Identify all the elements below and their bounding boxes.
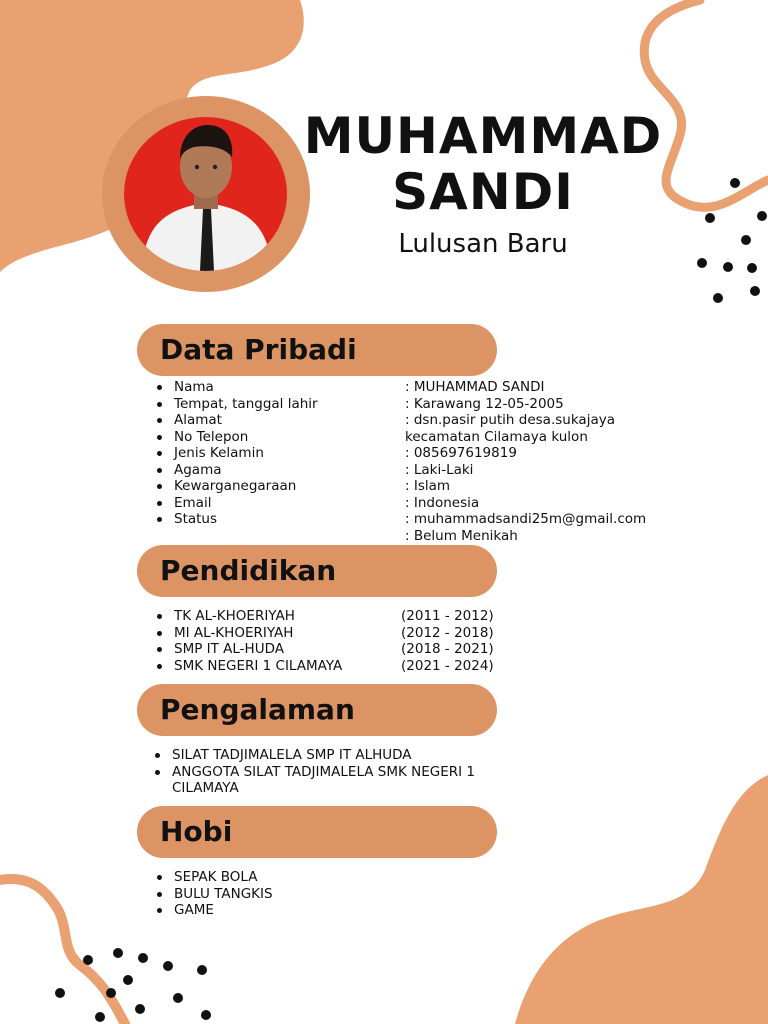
education-list: [157, 608, 342, 674]
personal-labels-list: [157, 379, 318, 528]
label-jenis-kelamin: Jenis Kelamin: [157, 445, 318, 462]
label-alamat: Alamat: [157, 412, 318, 429]
label-ttl: Tempat, tanggal lahir: [157, 396, 318, 413]
education-item: MI AL-KHOERIYAH: [157, 625, 342, 642]
bottom-right-blob: [515, 775, 768, 1024]
education-year: (2012 - 2018): [401, 624, 494, 641]
experience-list: [155, 747, 490, 797]
value-alamat: : dsn.pasir putih desa.sukajaya: [405, 412, 615, 428]
section-header-pendidikan: Pendidikan: [137, 545, 497, 597]
experience-item: ANGGOTA SILAT TADJIMALELA SMK NEGERI 1 CILAMAYA: [155, 764, 490, 797]
label-nama: Nama: [157, 379, 318, 396]
education-item: TK AL-KHOERIYAH: [157, 608, 342, 625]
value-ttl: : Karawang 12-05-2005: [405, 395, 564, 412]
value-telepon: : 085697619819: [405, 445, 517, 461]
hobby-list: [157, 869, 273, 919]
education-item: SMP IT AL-HUDA: [157, 641, 342, 658]
value-status: : Belum Menikah: [405, 527, 518, 544]
education-years-list: [401, 608, 494, 674]
bottom-left-squiggle: [0, 879, 125, 1024]
education-year: (2011 - 2012): [401, 608, 494, 624]
experience-item: SILAT TADJIMALELA SMP IT ALHUDA: [155, 747, 490, 764]
value-kewarganegaraan: : Indonesia: [405, 494, 480, 511]
education-year: (2021 - 2024): [401, 657, 494, 674]
section-header-pengalaman: Pengalaman: [137, 684, 497, 736]
value-nama: : MUHAMMAD SANDI: [405, 379, 545, 395]
section-header-data-pribadi: Data Pribadi: [137, 324, 497, 376]
personal-values-list: [405, 379, 646, 544]
value-email: : muhammadsandi25m@gmail.com: [405, 511, 647, 527]
name-line-1: MUHAMMAD: [303, 107, 663, 165]
section-header-hobi: Hobi: [137, 806, 497, 858]
name-line-2: SANDI: [392, 163, 574, 221]
candidate-subtitle: Lulusan Baru: [398, 229, 568, 259]
label-kewarganegaraan: Kewarganegaraan: [157, 478, 318, 495]
label-agama: Agama: [157, 462, 318, 479]
value-agama: : Islam: [405, 478, 451, 494]
portrait-photo: [124, 117, 287, 271]
education-year: (2018 - 2021): [401, 641, 494, 657]
value-jenis-kelamin: : Laki-Laki: [405, 461, 474, 478]
education-item: SMK NEGERI 1 CILAMAYA: [157, 658, 342, 675]
candidate-name: [300, 108, 666, 220]
value-alamat-2: kecamatan Cilamaya kulon: [405, 428, 588, 445]
label-email: Email: [157, 495, 318, 512]
hobby-item: SEPAK BOLA: [157, 869, 273, 886]
hobby-item: GAME: [157, 902, 273, 919]
label-status: Status: [157, 511, 318, 528]
hobby-item: BULU TANGKIS: [157, 886, 273, 903]
label-telepon: No Telepon: [157, 429, 318, 446]
